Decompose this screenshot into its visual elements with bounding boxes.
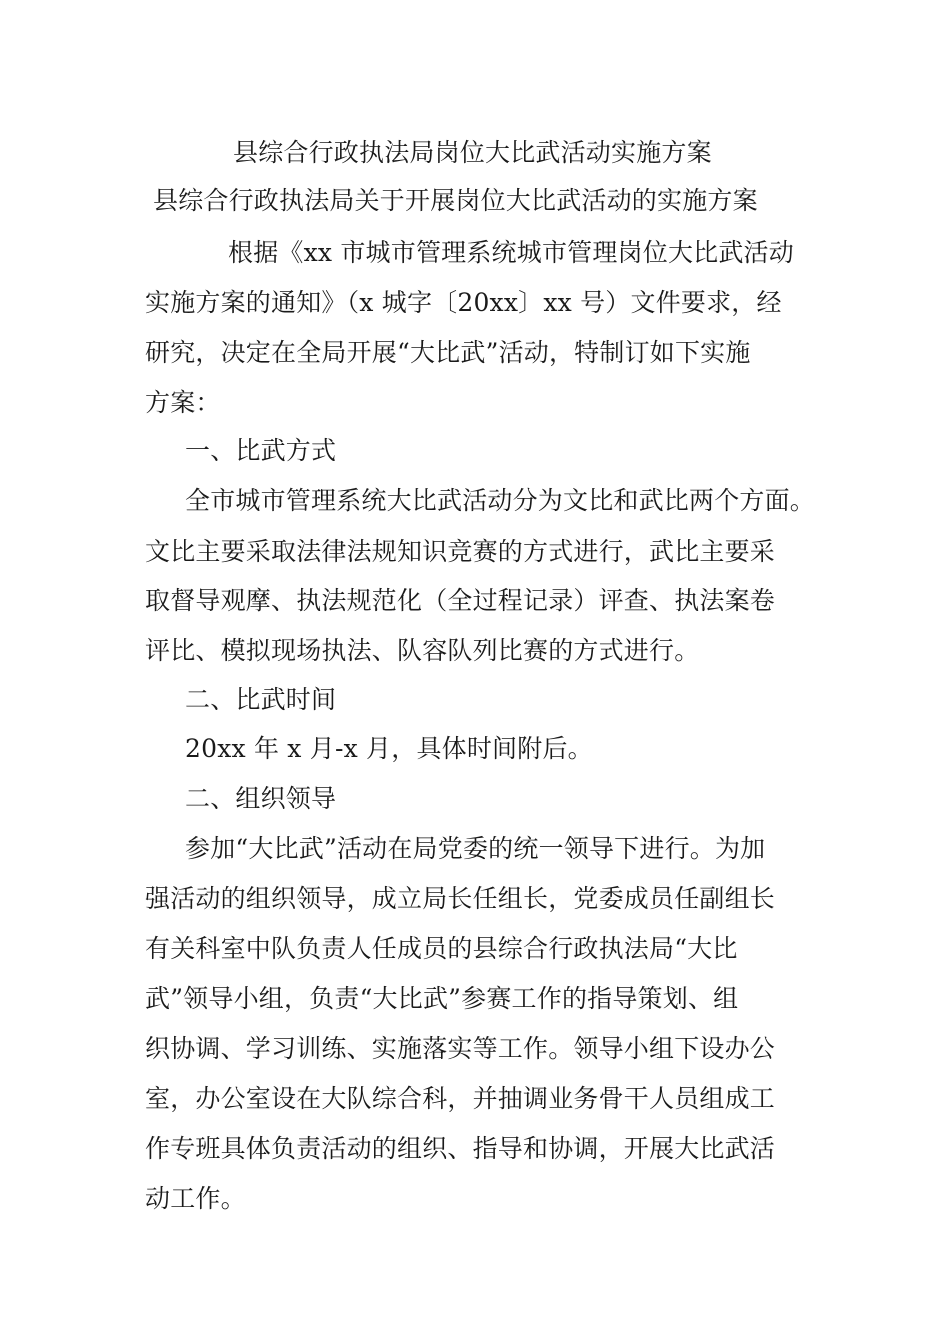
section-heading: 一、比武方式 bbox=[185, 436, 337, 465]
document-title: 县综合行政执法局岗位大比武活动实施方案 bbox=[233, 138, 712, 167]
paragraph-line: 参加“大比武”活动在局党委的统一领导下进行。为加 bbox=[185, 834, 766, 863]
intro-line: 研究，决定在全局开展“大比武”活动，特制订如下实施 bbox=[145, 338, 751, 367]
intro-line: 根据《xx 市城市管理系统城市管理岗位大比武活动 bbox=[228, 238, 794, 267]
section-heading: 二、组织领导 bbox=[185, 784, 337, 813]
intro-line: 方案： bbox=[145, 388, 221, 417]
paragraph-line: 评比、模拟现场执法、队容队列比赛的方式进行。 bbox=[145, 636, 700, 665]
paragraph-line: 武”领导小组，负责“大比武”参赛工作的指导策划、组 bbox=[145, 984, 739, 1013]
paragraph-line: 取督导观摩、执法规范化（全过程记录）评查、执法案卷 bbox=[145, 586, 776, 615]
paragraph-line: 全市城市管理系统大比武活动分为文比和武比两个方面。 bbox=[185, 486, 816, 515]
paragraph-line: 20xx 年 x 月-x 月，具体时间附后。 bbox=[185, 734, 593, 763]
paragraph-line: 织协调、学习训练、实施落实等工作。领导小组下设办公 bbox=[145, 1034, 776, 1063]
paragraph-line: 有关科室中队负责人任成员的县综合行政执法局“大比 bbox=[145, 934, 738, 963]
paragraph-line: 动工作。 bbox=[145, 1184, 246, 1213]
paragraph-line: 作专班具体负责活动的组织、指导和协调，开展大比武活 bbox=[145, 1134, 776, 1163]
paragraph-line: 强活动的组织领导，成立局长任组长，党委成员任副组长 bbox=[145, 884, 776, 913]
paragraph-line: 室，办公室设在大队综合科，并抽调业务骨干人员组成工 bbox=[145, 1084, 776, 1113]
section-heading: 二、比武时间 bbox=[185, 685, 337, 714]
document-subtitle: 县综合行政执法局关于开展岗位大比武活动的实施方案 bbox=[153, 186, 758, 215]
intro-line: 实施方案的通知》（x 城字〔20xx〕xx 号）文件要求，经 bbox=[145, 288, 782, 317]
paragraph-line: 文比主要采取法律法规知识竞赛的方式进行，武比主要采 bbox=[145, 537, 776, 566]
